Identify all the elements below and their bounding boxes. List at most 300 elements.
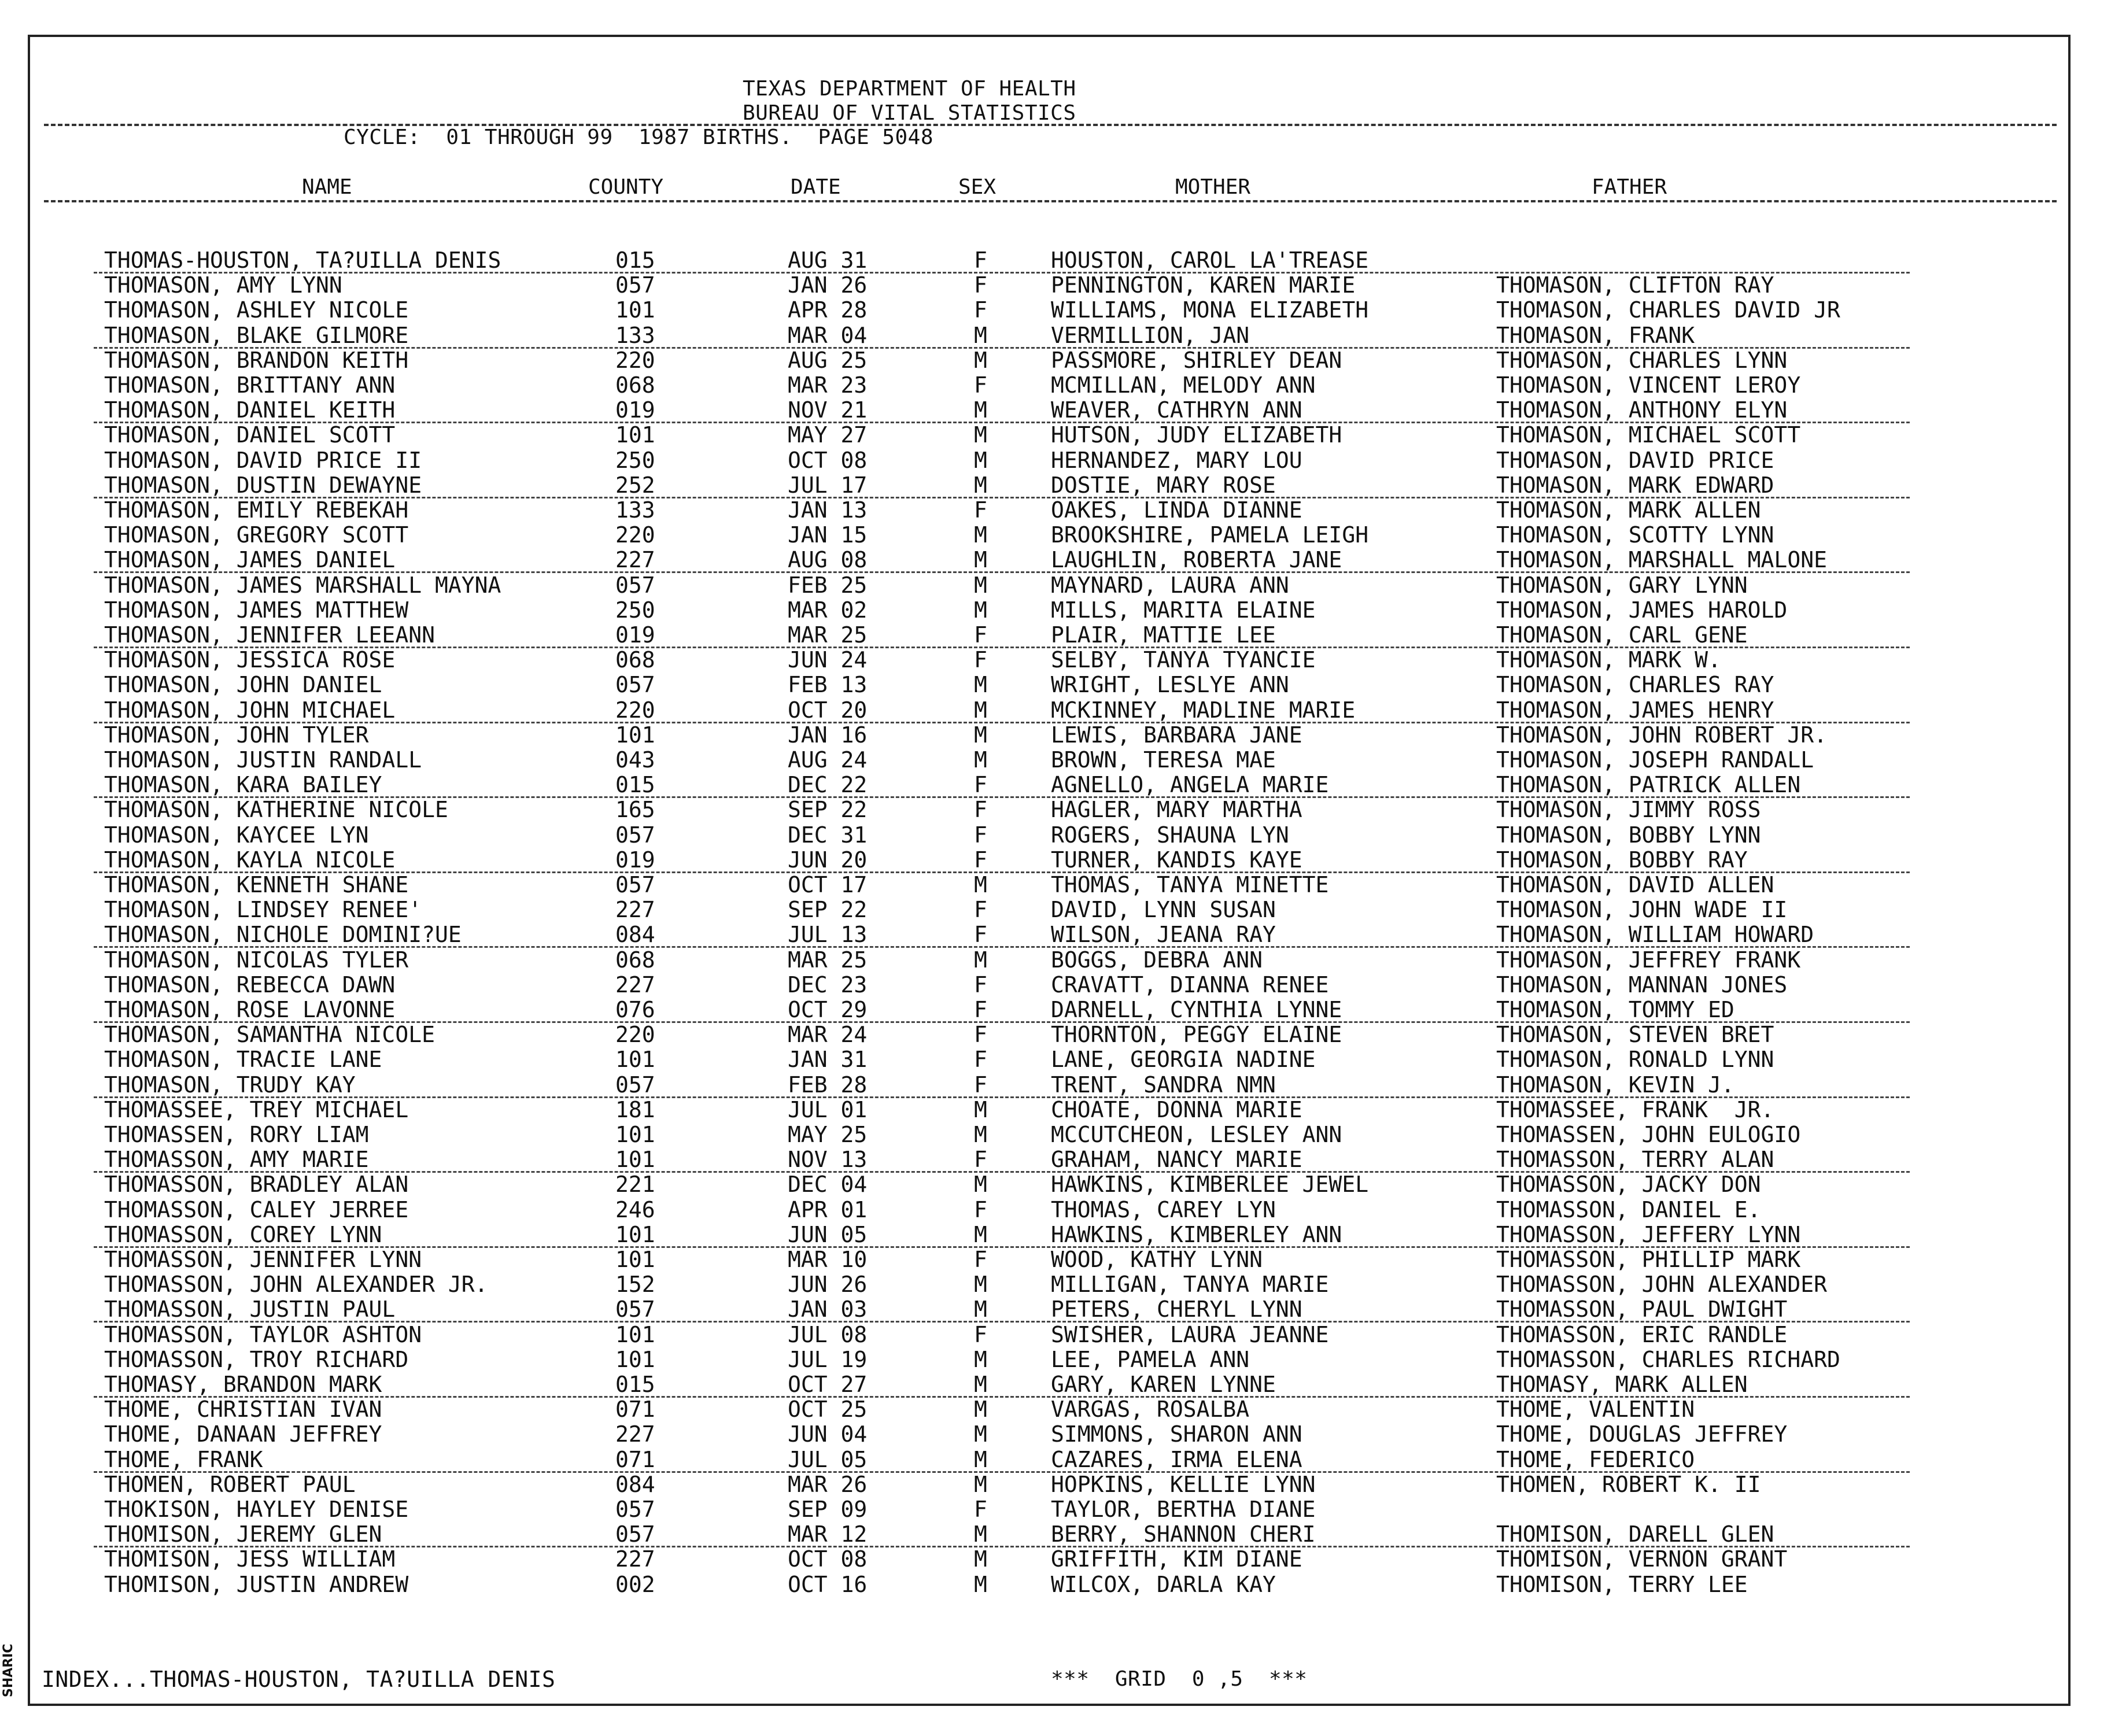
record-name-cell: THOMASSON, TAYLOR ASHTON bbox=[104, 1321, 422, 1347]
record-mother-cell: GRIFFITH, KIM DIANE bbox=[1051, 1546, 1302, 1572]
record-county-cell: 101 bbox=[615, 1047, 655, 1073]
record-date-cell: AUG 24 bbox=[788, 747, 868, 773]
record-county-cell: 181 bbox=[615, 1096, 655, 1122]
record-father-cell: THOMASON, JOSEPH RANDALL bbox=[1496, 747, 1814, 773]
record-name-cell: THOMEN, ROBERT PAUL bbox=[104, 1471, 356, 1497]
record-sex-cell: M bbox=[974, 397, 987, 423]
record-mother-cell: LANE, GEORGIA NADINE bbox=[1051, 1047, 1316, 1073]
record-date-cell: DEC 31 bbox=[788, 822, 868, 848]
record-mother-cell: CHOATE, DONNA MARIE bbox=[1051, 1096, 1302, 1122]
record-date-cell: JAN 26 bbox=[788, 272, 868, 298]
record-father-cell: THOMASON, STEVEN BRET bbox=[1496, 1022, 1774, 1048]
record-date-cell: MAR 26 bbox=[788, 1471, 868, 1497]
record-county-cell: 133 bbox=[615, 497, 655, 523]
record-county-cell: 101 bbox=[615, 1321, 655, 1347]
record-county-cell: 057 bbox=[615, 672, 655, 698]
record-mother-cell: OAKES, LINDA DIANNE bbox=[1051, 497, 1302, 523]
record-mother-cell: WOOD, KATHY LYNN bbox=[1051, 1247, 1263, 1272]
record-mother-cell: THOMAS, TANYA MINETTE bbox=[1051, 872, 1329, 897]
record-name-cell: THOMASON, AMY LYNN bbox=[104, 272, 342, 298]
record-sex-cell: M bbox=[974, 947, 987, 973]
record-name-cell: THOMASSON, AMY MARIE bbox=[104, 1147, 369, 1173]
record-mother-cell: CAZARES, IRMA ELENA bbox=[1051, 1446, 1302, 1472]
record-date-cell: DEC 22 bbox=[788, 772, 868, 798]
record-county-cell: 101 bbox=[615, 1247, 655, 1272]
record-county-cell: 002 bbox=[615, 1571, 655, 1597]
record-date-cell: DEC 04 bbox=[788, 1172, 868, 1198]
header-rule-2 bbox=[44, 200, 2057, 202]
footer-index: INDEX...THOMAS-HOUSTON, TA?UILLA DENIS bbox=[42, 1667, 556, 1692]
record-county-cell: 068 bbox=[615, 647, 655, 673]
record-mother-cell: AGNELLO, ANGELA MARIE bbox=[1051, 772, 1329, 798]
record-date-cell: JUL 19 bbox=[788, 1346, 868, 1372]
record-father-cell: THOMASON, JOHN WADE II bbox=[1496, 897, 1788, 923]
record-county-cell: 057 bbox=[615, 872, 655, 897]
record-county-cell: 101 bbox=[615, 1147, 655, 1173]
record-date-cell: FEB 28 bbox=[788, 1072, 868, 1098]
record-name-cell: THOMASON, TRACIE LANE bbox=[104, 1047, 382, 1073]
record-sex-cell: M bbox=[974, 1122, 987, 1147]
record-mother-cell: VARGAS, ROSALBA bbox=[1051, 1397, 1250, 1423]
record-county-cell: 227 bbox=[615, 897, 655, 923]
record-sex-cell: M bbox=[974, 872, 987, 897]
record-father-cell: THOMASSON, DANIEL E. bbox=[1496, 1196, 1761, 1222]
record-mother-cell: CRAVATT, DIANNA RENEE bbox=[1051, 972, 1329, 998]
record-father-cell: THOMASON, MANNAN JONES bbox=[1496, 972, 1788, 998]
record-father-cell: THOMASON, CHARLES LYNN bbox=[1496, 347, 1788, 373]
record-father-cell: THOMASON, JEFFREY FRANK bbox=[1496, 947, 1801, 973]
record-name-cell: THOMASON, SAMANTHA NICOLE bbox=[104, 1022, 435, 1048]
record-mother-cell: BERRY, SHANNON CHERI bbox=[1051, 1521, 1316, 1547]
record-father-cell: THOMASON, ANTHONY ELYN bbox=[1496, 397, 1788, 423]
record-father-cell: THOMASON, MICHAEL SCOTT bbox=[1496, 422, 1801, 448]
record-name-cell: THOMASON, ASHLEY NICOLE bbox=[104, 297, 409, 323]
record-mother-cell: MAYNARD, LAURA ANN bbox=[1051, 572, 1289, 598]
record-sex-cell: F bbox=[974, 897, 987, 923]
record-mother-cell: DAVID, LYNN SUSAN bbox=[1051, 897, 1276, 923]
record-father-cell: THOMASON, PATRICK ALLEN bbox=[1496, 772, 1801, 798]
record-date-cell: JUN 26 bbox=[788, 1272, 868, 1298]
record-sex-cell: F bbox=[974, 1022, 987, 1048]
record-county-cell: 101 bbox=[615, 297, 655, 323]
record-date-cell: APR 01 bbox=[788, 1196, 868, 1222]
record-mother-cell: MILLIGAN, TANYA MARIE bbox=[1051, 1272, 1329, 1298]
record-father-cell: THOMASON, MARK ALLEN bbox=[1496, 497, 1761, 523]
record-sex-cell: M bbox=[974, 322, 987, 348]
record-date-cell: OCT 29 bbox=[788, 997, 868, 1022]
record-mother-cell: LEE, PAMELA ANN bbox=[1051, 1346, 1250, 1372]
record-date-cell: JUL 01 bbox=[788, 1096, 868, 1122]
record-sex-cell: M bbox=[974, 447, 987, 473]
record-sex-cell: F bbox=[974, 1321, 987, 1347]
record-date-cell: JAN 31 bbox=[788, 1047, 868, 1073]
record-mother-cell: PENNINGTON, KAREN MARIE bbox=[1051, 272, 1356, 298]
record-father-cell: THOMASSON, JEFFERY LYNN bbox=[1496, 1221, 1801, 1247]
record-county-cell: 071 bbox=[615, 1397, 655, 1423]
record-county-cell: 015 bbox=[615, 248, 655, 273]
record-county-cell: 057 bbox=[615, 1297, 655, 1323]
record-sex-cell: M bbox=[974, 1297, 987, 1323]
record-father-cell: THOME, FEDERICO bbox=[1496, 1446, 1695, 1472]
record-sex-cell: M bbox=[974, 1272, 987, 1298]
record-mother-cell: WEAVER, CATHRYN ANN bbox=[1051, 397, 1302, 423]
record-father-cell: THOMASSEE, FRANK JR. bbox=[1496, 1096, 1774, 1122]
record-name-cell: THOMASON, JOHN MICHAEL bbox=[104, 697, 396, 723]
record-date-cell: MAR 10 bbox=[788, 1247, 868, 1272]
record-date-cell: JAN 13 bbox=[788, 497, 868, 523]
record-name-cell: THOMASON, JAMES MARSHALL MAYNA bbox=[104, 572, 501, 598]
record-mother-cell: GRAHAM, NANCY MARIE bbox=[1051, 1147, 1302, 1173]
record-date-cell: MAR 25 bbox=[788, 622, 868, 648]
record-county-cell: 071 bbox=[615, 1446, 655, 1472]
record-name-cell: THOMASON, DAVID PRICE II bbox=[104, 447, 422, 473]
record-father-cell: THOMASSON, JOHN ALEXANDER bbox=[1496, 1272, 1827, 1298]
record-name-cell: THOMASON, JESSICA ROSE bbox=[104, 647, 396, 673]
record-mother-cell: BOGGS, DEBRA ANN bbox=[1051, 947, 1263, 973]
record-mother-cell: HAWKINS, KIMBERLEY ANN bbox=[1051, 1221, 1342, 1247]
record-father-cell: THOMASON, MARSHALL MALONE bbox=[1496, 547, 1827, 573]
record-date-cell: JUN 24 bbox=[788, 647, 868, 673]
record-date-cell: OCT 25 bbox=[788, 1397, 868, 1423]
record-county-cell: 227 bbox=[615, 1546, 655, 1572]
record-father-cell: THOMASON, FRANK bbox=[1496, 322, 1695, 348]
record-name-cell: THOMASON, JAMES MATTHEW bbox=[104, 597, 409, 623]
record-mother-cell: BROOKSHIRE, PAMELA LEIGH bbox=[1051, 522, 1369, 548]
microfiche-page bbox=[28, 35, 2071, 1706]
record-date-cell: SEP 22 bbox=[788, 897, 868, 923]
record-name-cell: THOMASON, BRITTANY ANN bbox=[104, 372, 396, 398]
record-date-cell: AUG 31 bbox=[788, 248, 868, 273]
record-county-cell: 084 bbox=[615, 922, 655, 948]
record-father-cell: THOMASON, JOHN ROBERT JR. bbox=[1496, 722, 1827, 748]
record-father-cell: THOMASSON, PHILLIP MARK bbox=[1496, 1247, 1801, 1272]
record-sex-cell: F bbox=[974, 1047, 987, 1073]
record-sex-cell: M bbox=[974, 472, 987, 498]
record-father-cell: THOMASON, DAVID PRICE bbox=[1496, 447, 1774, 473]
record-name-cell: THOMISON, JEREMY GLEN bbox=[104, 1521, 382, 1547]
record-mother-cell: LEWIS, BARBARA JANE bbox=[1051, 722, 1302, 748]
record-date-cell: JUN 20 bbox=[788, 847, 868, 873]
record-date-cell: MAR 04 bbox=[788, 322, 868, 348]
record-sex-cell: M bbox=[974, 1471, 987, 1497]
record-sex-cell: F bbox=[974, 622, 987, 648]
record-father-cell: THOMASON, MARK EDWARD bbox=[1496, 472, 1774, 498]
column-header-county: COUNTY bbox=[588, 175, 664, 199]
column-header-date: DATE bbox=[791, 175, 841, 199]
record-sex-cell: F bbox=[974, 647, 987, 673]
record-father-cell: THOMASON, CLIFTON RAY bbox=[1496, 272, 1774, 298]
column-header-sex: SEX bbox=[958, 175, 997, 199]
record-mother-cell: WILLIAMS, MONA ELIZABETH bbox=[1051, 297, 1369, 323]
record-father-cell: THOMASON, SCOTTY LYNN bbox=[1496, 522, 1774, 548]
record-name-cell: THOMASON, NICHOLE DOMINI?UE bbox=[104, 922, 462, 948]
record-name-cell: THOMAS-HOUSTON, TA?UILLA DENIS bbox=[104, 248, 501, 273]
record-county-cell: 227 bbox=[615, 547, 655, 573]
record-name-cell: THOMASON, ROSE LAVONNE bbox=[104, 997, 396, 1022]
record-county-cell: 015 bbox=[615, 1372, 655, 1397]
record-date-cell: OCT 08 bbox=[788, 447, 868, 473]
record-mother-cell: THOMAS, CAREY LYN bbox=[1051, 1196, 1276, 1222]
record-name-cell: THOMASON, BLAKE GILMORE bbox=[104, 322, 409, 348]
record-name-cell: THOMASON, JENNIFER LEEANN bbox=[104, 622, 435, 648]
record-father-cell: THOMASON, KEVIN J. bbox=[1496, 1072, 1734, 1098]
record-sex-cell: M bbox=[974, 572, 987, 598]
record-father-cell: THOMASY, MARK ALLEN bbox=[1496, 1372, 1748, 1397]
record-county-cell: 068 bbox=[615, 372, 655, 398]
record-county-cell: 068 bbox=[615, 947, 655, 973]
record-name-cell: THOMASON, KENNETH SHANE bbox=[104, 872, 409, 897]
record-name-cell: THOMASON, BRANDON KEITH bbox=[104, 347, 409, 373]
record-father-cell: THOMASON, TOMMY ED bbox=[1496, 997, 1734, 1022]
record-date-cell: JUN 04 bbox=[788, 1421, 868, 1447]
record-county-cell: 101 bbox=[615, 722, 655, 748]
record-name-cell: THOMASON, GREGORY SCOTT bbox=[104, 522, 409, 548]
record-sex-cell: M bbox=[974, 1221, 987, 1247]
record-mother-cell: BROWN, TERESA MAE bbox=[1051, 747, 1276, 773]
record-name-cell: THOMASON, JOHN TYLER bbox=[104, 722, 369, 748]
record-county-cell: 246 bbox=[615, 1196, 655, 1222]
record-name-cell: THOMASON, TRUDY KAY bbox=[104, 1072, 356, 1098]
record-sex-cell: F bbox=[974, 1196, 987, 1222]
record-father-cell: THOMISON, DARELL GLEN bbox=[1496, 1521, 1774, 1547]
record-name-cell: THOMASON, JUSTIN RANDALL bbox=[104, 747, 422, 773]
record-sex-cell: M bbox=[974, 597, 987, 623]
record-date-cell: JUN 05 bbox=[788, 1221, 868, 1247]
record-father-cell: THOMASON, RONALD LYNN bbox=[1496, 1047, 1774, 1073]
side-stamp: SHARIC bbox=[1, 1643, 16, 1697]
record-father-cell: THOMASON, CARL GENE bbox=[1496, 622, 1748, 648]
record-sex-cell: M bbox=[974, 1096, 987, 1122]
record-mother-cell: PLAIR, MATTIE LEE bbox=[1051, 622, 1276, 648]
record-name-cell: THOMISON, JESS WILLIAM bbox=[104, 1546, 396, 1572]
record-sex-cell: M bbox=[974, 1446, 987, 1472]
record-sex-cell: M bbox=[974, 1172, 987, 1198]
record-sex-cell: M bbox=[974, 1397, 987, 1423]
record-mother-cell: GARY, KAREN LYNNE bbox=[1051, 1372, 1276, 1397]
record-mother-cell: HOUSTON, CAROL LA'TREASE bbox=[1051, 248, 1369, 273]
record-father-cell: THOMASON, JAMES HAROLD bbox=[1496, 597, 1788, 623]
record-father-cell: THOMASON, BOBBY RAY bbox=[1496, 847, 1748, 873]
record-date-cell: SEP 22 bbox=[788, 797, 868, 823]
record-sex-cell: F bbox=[974, 997, 987, 1022]
record-father-cell: THOMASON, WILLIAM HOWARD bbox=[1496, 922, 1814, 948]
record-county-cell: 057 bbox=[615, 822, 655, 848]
record-date-cell: MAY 27 bbox=[788, 422, 868, 448]
record-county-cell: 221 bbox=[615, 1172, 655, 1198]
record-sex-cell: M bbox=[974, 522, 987, 548]
record-date-cell: OCT 17 bbox=[788, 872, 868, 897]
record-county-cell: 152 bbox=[615, 1272, 655, 1298]
record-date-cell: MAR 12 bbox=[788, 1521, 868, 1547]
record-name-cell: THOMASY, BRANDON MARK bbox=[104, 1372, 382, 1397]
record-county-cell: 019 bbox=[615, 847, 655, 873]
record-sex-cell: F bbox=[974, 772, 987, 798]
record-sex-cell: M bbox=[974, 672, 987, 698]
record-name-cell: THOMASON, KAYLA NICOLE bbox=[104, 847, 396, 873]
record-father-cell: THOMASON, DAVID ALLEN bbox=[1496, 872, 1774, 897]
record-date-cell: OCT 16 bbox=[788, 1571, 868, 1597]
record-date-cell: JUL 13 bbox=[788, 922, 868, 948]
record-sex-cell: F bbox=[974, 972, 987, 998]
record-father-cell: THOMASON, JAMES HENRY bbox=[1496, 697, 1774, 723]
record-date-cell: JUL 17 bbox=[788, 472, 868, 498]
record-county-cell: 057 bbox=[615, 1521, 655, 1547]
record-mother-cell: LAUGHLIN, ROBERTA JANE bbox=[1051, 547, 1342, 573]
record-name-cell: THOMASON, REBECCA DAWN bbox=[104, 972, 396, 998]
record-name-cell: THOMASON, DANIEL KEITH bbox=[104, 397, 396, 423]
footer-grid: *** GRID 0 ,5 *** bbox=[1051, 1667, 1308, 1691]
record-date-cell: JAN 03 bbox=[788, 1297, 868, 1323]
record-sex-cell: M bbox=[974, 1571, 987, 1597]
record-date-cell: SEP 09 bbox=[788, 1497, 868, 1522]
record-father-cell: THOMASSON, TERRY ALAN bbox=[1496, 1147, 1774, 1173]
record-father-cell: THOMASON, GARY LYNN bbox=[1496, 572, 1748, 598]
record-sex-cell: M bbox=[974, 547, 987, 573]
record-name-cell: THOMASSON, JUSTIN PAUL bbox=[104, 1297, 396, 1323]
record-name-cell: THOMASSON, JOHN ALEXANDER JR. bbox=[104, 1272, 488, 1298]
record-county-cell: 220 bbox=[615, 522, 655, 548]
record-mother-cell: HAWKINS, KIMBERLEE JEWEL bbox=[1051, 1172, 1369, 1198]
record-mother-cell: HOPKINS, KELLIE LYNN bbox=[1051, 1471, 1316, 1497]
record-father-cell: THOME, DOUGLAS JEFFREY bbox=[1496, 1421, 1788, 1447]
record-name-cell: THOMASON, DANIEL SCOTT bbox=[104, 422, 396, 448]
record-name-cell: THOMASSON, COREY LYNN bbox=[104, 1221, 382, 1247]
record-mother-cell: DARNELL, CYNTHIA LYNNE bbox=[1051, 997, 1342, 1022]
record-county-cell: 101 bbox=[615, 1122, 655, 1147]
record-sex-cell: M bbox=[974, 422, 987, 448]
record-name-cell: THOME, FRANK bbox=[104, 1446, 263, 1472]
record-county-cell: 165 bbox=[615, 797, 655, 823]
record-sex-cell: F bbox=[974, 1147, 987, 1173]
header-title: TEXAS DEPARTMENT OF HEALTH bbox=[743, 77, 1076, 101]
record-mother-cell: THORNTON, PEGGY ELAINE bbox=[1051, 1022, 1342, 1048]
record-father-cell: THOMASON, JIMMY ROSS bbox=[1496, 797, 1761, 823]
record-county-cell: 101 bbox=[615, 422, 655, 448]
record-name-cell: THOMASON, KARA BAILEY bbox=[104, 772, 382, 798]
record-name-cell: THOKISON, HAYLEY DENISE bbox=[104, 1497, 409, 1522]
header-bureau: BUREAU OF VITAL STATISTICS bbox=[743, 101, 1076, 125]
record-sex-cell: F bbox=[974, 1072, 987, 1098]
record-date-cell: MAR 23 bbox=[788, 372, 868, 398]
record-county-cell: 250 bbox=[615, 447, 655, 473]
record-county-cell: 227 bbox=[615, 972, 655, 998]
record-sex-cell: F bbox=[974, 272, 987, 298]
record-sex-cell: M bbox=[974, 722, 987, 748]
record-father-cell: THOMASON, CHARLES RAY bbox=[1496, 672, 1774, 698]
record-father-cell: THOMEN, ROBERT K. II bbox=[1496, 1471, 1761, 1497]
record-sex-cell: F bbox=[974, 497, 987, 523]
record-mother-cell: VERMILLION, JAN bbox=[1051, 322, 1250, 348]
record-county-cell: 101 bbox=[615, 1346, 655, 1372]
record-mother-cell: PETERS, CHERYL LYNN bbox=[1051, 1297, 1302, 1323]
record-county-cell: 015 bbox=[615, 772, 655, 798]
record-mother-cell: TAYLOR, BERTHA DIANE bbox=[1051, 1497, 1316, 1522]
record-name-cell: THOMASSEE, TREY MICHAEL bbox=[104, 1096, 409, 1122]
record-mother-cell: WILCOX, DARLA KAY bbox=[1051, 1571, 1276, 1597]
record-date-cell: JAN 15 bbox=[788, 522, 868, 548]
record-mother-cell: HERNANDEZ, MARY LOU bbox=[1051, 447, 1302, 473]
record-sex-cell: F bbox=[974, 1247, 987, 1272]
record-name-cell: THOMASSON, TROY RICHARD bbox=[104, 1346, 409, 1372]
record-name-cell: THOMASON, EMILY REBEKAH bbox=[104, 497, 409, 523]
record-county-cell: 076 bbox=[615, 997, 655, 1022]
record-father-cell: THOME, VALENTIN bbox=[1496, 1397, 1695, 1423]
record-date-cell: DEC 23 bbox=[788, 972, 868, 998]
record-sex-cell: M bbox=[974, 1421, 987, 1447]
record-date-cell: MAR 24 bbox=[788, 1022, 868, 1048]
record-mother-cell: MCMILLAN, MELODY ANN bbox=[1051, 372, 1316, 398]
record-name-cell: THOMASSON, CALEY JERREE bbox=[104, 1196, 409, 1222]
record-mother-cell: ROGERS, SHAUNA LYN bbox=[1051, 822, 1289, 848]
column-header-father: FATHER bbox=[1592, 175, 1667, 199]
column-header-mother: MOTHER bbox=[1175, 175, 1251, 199]
record-name-cell: THOMASON, NICOLAS TYLER bbox=[104, 947, 409, 973]
record-sex-cell: M bbox=[974, 347, 987, 373]
record-date-cell: OCT 27 bbox=[788, 1372, 868, 1397]
record-date-cell: JAN 16 bbox=[788, 722, 868, 748]
record-mother-cell: DOSTIE, MARY ROSE bbox=[1051, 472, 1276, 498]
record-date-cell: MAR 02 bbox=[788, 597, 868, 623]
record-date-cell: MAR 25 bbox=[788, 947, 868, 973]
record-father-cell: THOMASSON, JACKY DON bbox=[1496, 1172, 1761, 1198]
record-mother-cell: WRIGHT, LESLYE ANN bbox=[1051, 672, 1289, 698]
record-sex-cell: F bbox=[974, 248, 987, 273]
record-sex-cell: M bbox=[974, 697, 987, 723]
record-county-cell: 250 bbox=[615, 597, 655, 623]
record-sex-cell: M bbox=[974, 1346, 987, 1372]
column-header-name: NAME bbox=[302, 175, 352, 199]
record-sex-cell: F bbox=[974, 797, 987, 823]
record-mother-cell: SWISHER, LAURA JEANNE bbox=[1051, 1321, 1329, 1347]
record-mother-cell: MCCUTCHEON, LESLEY ANN bbox=[1051, 1122, 1342, 1147]
record-father-cell: THOMASON, CHARLES DAVID JR bbox=[1496, 297, 1840, 323]
record-county-cell: 227 bbox=[615, 1421, 655, 1447]
record-county-cell: 057 bbox=[615, 272, 655, 298]
record-mother-cell: HUTSON, JUDY ELIZABETH bbox=[1051, 422, 1342, 448]
record-father-cell: THOMISON, TERRY LEE bbox=[1496, 1571, 1748, 1597]
record-county-cell: 220 bbox=[615, 697, 655, 723]
record-county-cell: 084 bbox=[615, 1471, 655, 1497]
record-date-cell: NOV 13 bbox=[788, 1147, 868, 1173]
record-mother-cell: MCKINNEY, MADLINE MARIE bbox=[1051, 697, 1356, 723]
record-county-cell: 019 bbox=[615, 622, 655, 648]
record-mother-cell: WILSON, JEANA RAY bbox=[1051, 922, 1276, 948]
record-county-cell: 252 bbox=[615, 472, 655, 498]
record-name-cell: THOME, DANAAN JEFFREY bbox=[104, 1421, 382, 1447]
record-county-cell: 019 bbox=[615, 397, 655, 423]
record-sex-cell: M bbox=[974, 1546, 987, 1572]
record-name-cell: THOME, CHRISTIAN IVAN bbox=[104, 1397, 382, 1423]
record-name-cell: THOMASON, JOHN DANIEL bbox=[104, 672, 382, 698]
record-father-cell: THOMASSEN, JOHN EULOGIO bbox=[1496, 1122, 1801, 1147]
record-date-cell: FEB 25 bbox=[788, 572, 868, 598]
record-name-cell: THOMASON, DUSTIN DEWAYNE bbox=[104, 472, 422, 498]
record-name-cell: THOMASON, KAYCEE LYN bbox=[104, 822, 369, 848]
record-date-cell: AUG 08 bbox=[788, 547, 868, 573]
record-father-cell: THOMASON, BOBBY LYNN bbox=[1496, 822, 1761, 848]
record-county-cell: 057 bbox=[615, 1497, 655, 1522]
record-sex-cell: F bbox=[974, 847, 987, 873]
record-date-cell: NOV 21 bbox=[788, 397, 868, 423]
record-mother-cell: PASSMORE, SHIRLEY DEAN bbox=[1051, 347, 1342, 373]
record-name-cell: THOMASSEN, RORY LIAM bbox=[104, 1122, 369, 1147]
record-name-cell: THOMASON, KATHERINE NICOLE bbox=[104, 797, 448, 823]
record-date-cell: MAY 25 bbox=[788, 1122, 868, 1147]
record-sex-cell: M bbox=[974, 1521, 987, 1547]
record-county-cell: 133 bbox=[615, 322, 655, 348]
record-mother-cell: MILLS, MARITA ELAINE bbox=[1051, 597, 1316, 623]
record-county-cell: 057 bbox=[615, 572, 655, 598]
